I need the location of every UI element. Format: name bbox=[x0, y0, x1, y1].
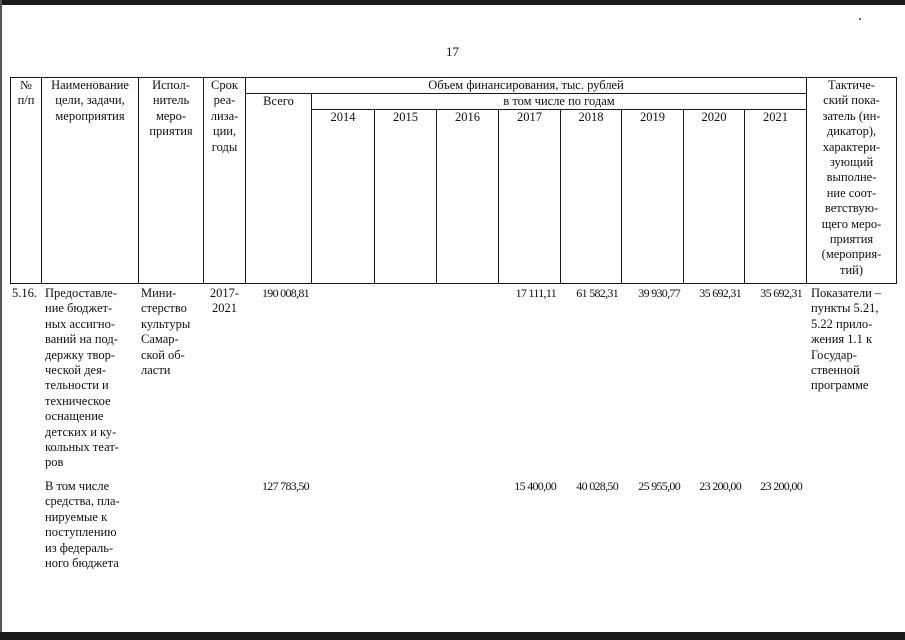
row1-num: 5.16. bbox=[12, 286, 37, 300]
row1-2017: 17 111,11 bbox=[515, 286, 556, 300]
row1-name: Предоставле- ние бюджет- ных ассигно- ваний на под- держку твор- ческой дея- тельности и техническое оснащение детских и ку- кольных теат- ров bbox=[45, 286, 119, 470]
header-funding-group: Объем финансирования, тыс. рублей bbox=[428, 78, 624, 92]
row2-total: 127 783,50 bbox=[261, 479, 309, 493]
header-total-col: Всего bbox=[263, 94, 294, 108]
header-executor-col: Испол- нитель меро- приятия bbox=[149, 78, 193, 139]
row1-term: 2017- 2021 bbox=[209, 286, 240, 316]
row1-executor: Мини- стерство культуры Самар- ской об- ласти bbox=[141, 286, 191, 378]
row1-indicator: Показатели – пункты 5.21, 5.22 прило- жения 1.1 к Государ- ственной программе bbox=[811, 286, 882, 393]
header-year-2014: 2014 bbox=[330, 110, 356, 124]
row2-2018: 40 028,50 bbox=[576, 479, 618, 493]
header-year-2015: 2015 bbox=[393, 110, 418, 124]
row1-total: 190 008,81 bbox=[261, 286, 309, 300]
row2-2017: 15 400,00 bbox=[514, 479, 556, 493]
row2-2021: 23 200,00 bbox=[760, 479, 802, 493]
row1-2020: 35 692,31 bbox=[699, 286, 741, 300]
row2-2020: 23 200,00 bbox=[699, 479, 741, 493]
header-year-2021: 2021 bbox=[763, 110, 788, 124]
header-num-col: № п/п bbox=[17, 78, 35, 108]
row1-2021: 35 692,31 bbox=[760, 286, 802, 300]
header-name-col: Наименование цели, задачи, мероприятия bbox=[51, 78, 129, 123]
header-year-2018: 2018 bbox=[578, 110, 604, 124]
header-year-2017: 2017 bbox=[517, 110, 542, 124]
header-year-2016: 2016 bbox=[455, 110, 480, 124]
row2-name: В том числе средства, пла- нируемые к поступлению из федераль- ного бюджета bbox=[45, 479, 120, 571]
header-by-years-group: в том числе по годам bbox=[503, 94, 615, 108]
header-term-col: Срок реа- лиза- ции, годы bbox=[210, 78, 239, 154]
header-year-2020: 2020 bbox=[701, 110, 727, 124]
page-number: 17 bbox=[446, 44, 459, 59]
header-indicator-col: Тактиче- ский пока- затель (ин- дикатор), характери- зующий выполне- ние соот- ветствую- щего меро- приятия (мероприя- тий) bbox=[821, 78, 882, 277]
row2-2019: 25 955,00 bbox=[638, 479, 680, 493]
header-year-2019: 2019 bbox=[640, 110, 665, 124]
row1-2019: 39 930,77 bbox=[638, 286, 680, 300]
row1-2018: 61 582,31 bbox=[576, 286, 618, 300]
